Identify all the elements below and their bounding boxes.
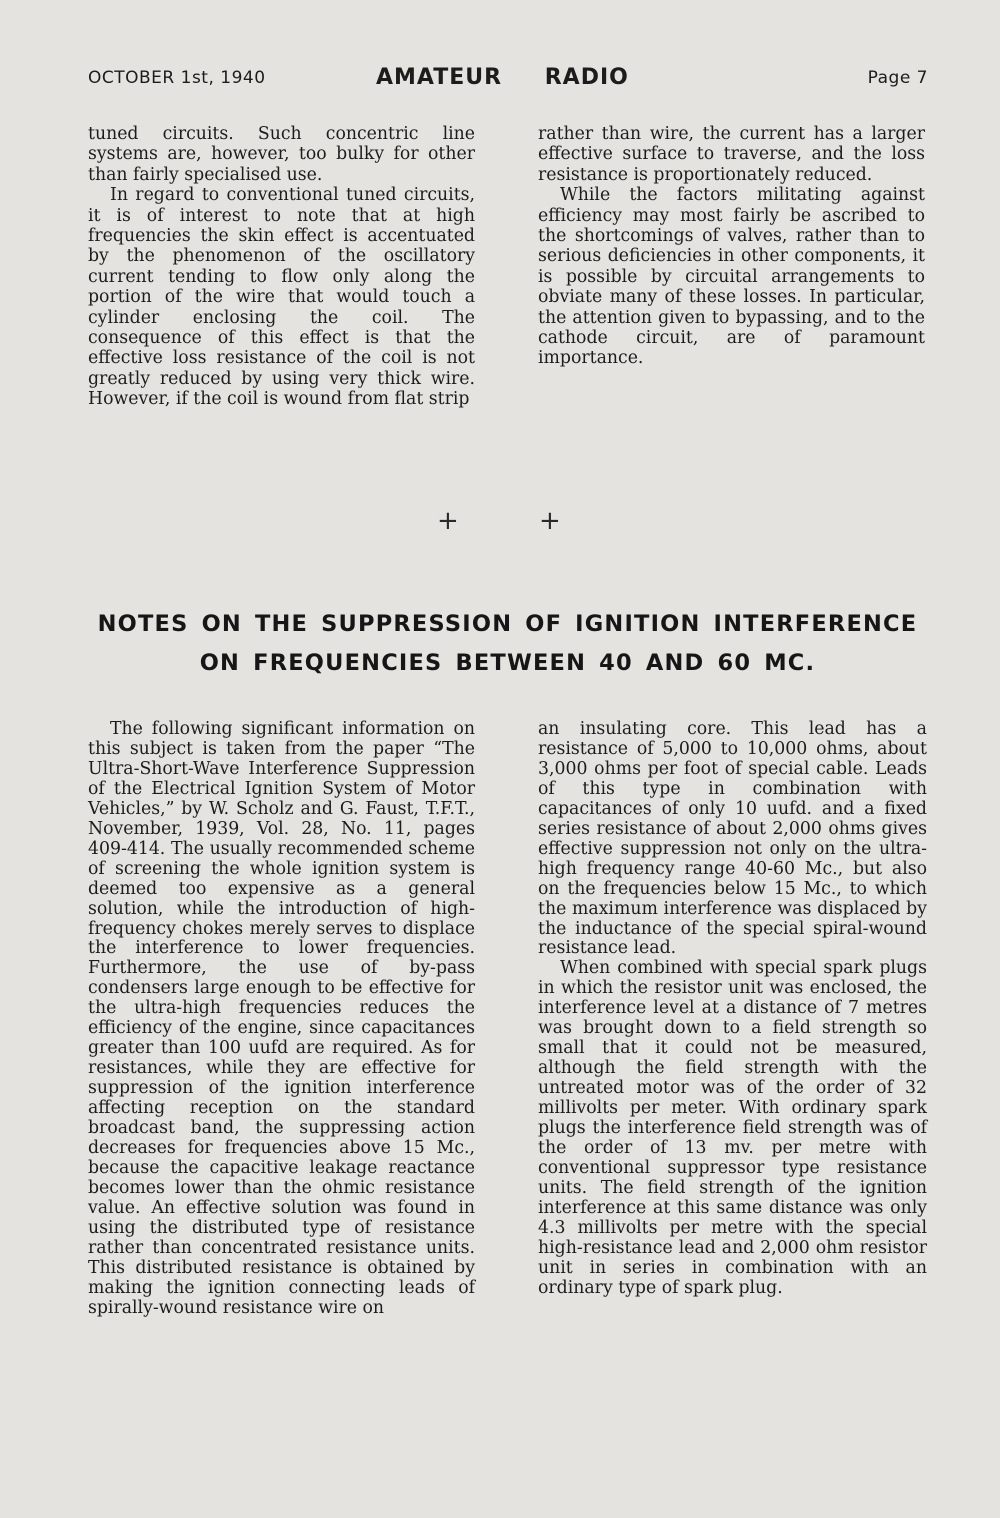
paragraph: The following significant information on this subject is taken from the paper “The Ultra-Short-Wave Interference Suppression of the Electrical Ignition System of Motor Vehicles,” by W. Scholz and G. Faust, T.F.T., November, 1939, Vol. 28, No. 11, pages 409-414. The usually recommended scheme of screening the whole ignition system is deemed too expensive as a general solution, while the introduction of high-frequency chokes merely serves to displace the interference to lower frequencies. Furthermore, the use of by-pass condensers large enough to be effective for the ultra-high frequencies reduces the efficiency of the engine, since capacitances greater than 100 uufd are required. As for resistances, while they are effective for suppression of the ignition interference affecting reception on the standard broadcast band, the suppressing action decreases for frequencies above 15 Mc., because the capacitive leakage reactance becomes lower than the ohmic resistance value. An effective solution was found in using the distributed type of resistance rather than concentrated resistance units. This distributed resistance is obtained by making the ignition connecting leads of spirally-wound resistance wire on (88, 719, 475, 1318)
issue-date: OCTOBER 1st, 1940 (88, 68, 266, 88)
article-title-line-2: ON FREQUENCIES BETWEEN 40 AND 60 MC. (199, 650, 816, 676)
page-number: Page 7 (867, 68, 928, 88)
separator-mark: + (539, 506, 561, 536)
article-left-column (88, 720, 475, 1319)
separator-mark: + (437, 506, 459, 536)
paragraph: rather than wire, the current has a larger effective surface to traverse, and the loss resistance is proportionately reduced. (538, 124, 925, 185)
article-right-column (538, 720, 927, 1299)
paragraph: While the factors militating against efficiency may most fairly be ascribed to the shortcomings of valves, rather than to serious deficiencies in other components, it is possible by circuital arrangements to obviate many of these losses. In particular, the attention given to bypassing, and to the cathode circuit, are of paramount importance. (538, 185, 925, 369)
paragraph: tuned circuits. Such concentric line systems are, however, too bulky for other than fairly specialised use. (88, 124, 475, 185)
continued-article-right-column (538, 124, 925, 369)
paragraph: an insulating core. This lead has a resistance of 5,000 to 10,000 ohms, about 3,000 ohms per foot of special cable. Leads of this type in combination with capacitances of only 10 uufd. and a fixed series resistance of about 2,000 ohms gives effective suppression not only on the ultra-high frequency range 40-60 Mc., but also on the frequencies below 15 Mc., to which the maximum interference was displaced by the inductance of the special spiral-wound resistance lead. (538, 719, 927, 959)
paragraph: When combined with special spark plugs in which the resistor unit was enclosed, the interference level at a distance of 7 metres was brought down to a field strength so small that it could not be measured, although the field strength with the untreated motor was of the order of 32 millivolts per meter. With ordinary spark plugs the interference field strength was of the order of 13 mv. per metre with conventional suppressor type resistance units. The field strength of the ignition interference at this same distance was only 4.3 millivolts per metre with the special high-resistance lead and 2,000 ohm resistor unit in series in combination with an ordinary type of spark plug. (538, 958, 927, 1298)
publication-title: AMATEUR RADIO (376, 65, 629, 90)
paragraph: In regard to conventional tuned circuits, it is of interest to note that at high frequencies the skin effect is accentuated by the phenomenon of the oscillatory current tending to flow only along the portion of the wire that would touch a cylinder enclosing the coil. The consequence of this effect is that the effective loss resistance of the coil is not greatly reduced by using very thick wire. However, if the coil is wound from flat strip (88, 185, 475, 410)
continued-article-left-column (88, 124, 475, 410)
article-title-line-1: NOTES ON THE SUPPRESSION OF IGNITION INTERFERENCE (97, 611, 918, 637)
page-header (88, 66, 928, 96)
